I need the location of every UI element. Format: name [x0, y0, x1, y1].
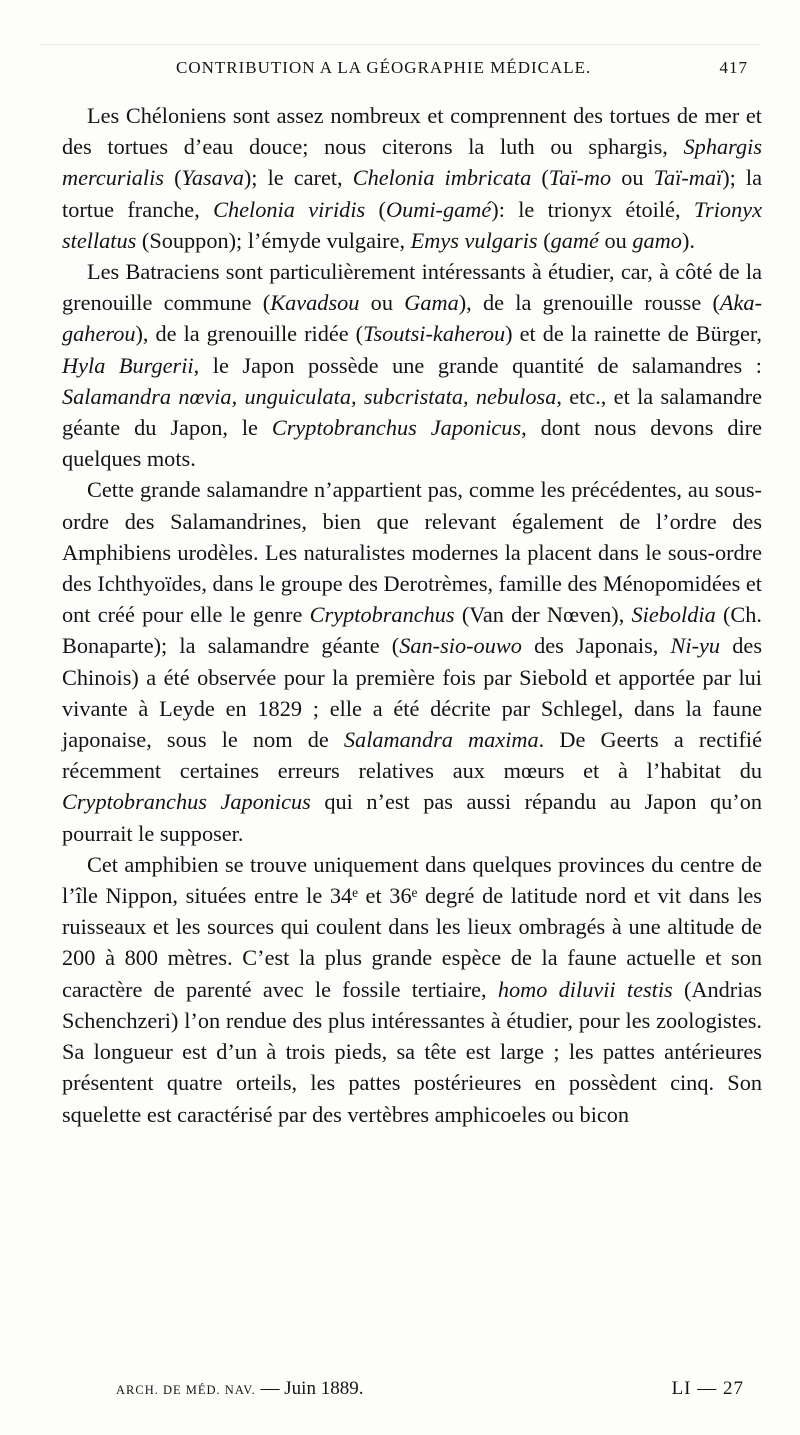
italic-term: Taï-maï — [653, 165, 723, 191]
italic-term: Hyla Burgerii — [62, 352, 194, 378]
text-run: ou — [611, 165, 654, 191]
paragraph — [62, 474, 762, 848]
text-run: ( — [537, 227, 551, 253]
text-run: Cet amphibien se trouve uniquement dans quelques provinces du centre de l’île Nippon, situées entre le 34ᵉ et 36ᵉ degré de latitude nord et vit dans les ruisseaux et les sources qui coulent dans les lieux ombragés à une altitude de 200 à 800 mètres. C’est la plus grande espèce de la faune actuelle et son caractère de parenté avec le fossile tertiaire, — [62, 851, 762, 1002]
italic-term: Kavadsou — [270, 290, 360, 316]
text-run: , etc., et la salamandre géante du Japon, le — [62, 383, 762, 441]
italic-term: Trionyx stellatus — [62, 196, 763, 253]
italic-term: homo diluvii testis — [497, 976, 673, 1002]
text-run: ). — [681, 227, 695, 253]
text-run: ou — [598, 227, 633, 253]
text-run: ): le trionyx étoilé, — [491, 196, 694, 222]
signature-mark: LI — 27 — [671, 1378, 744, 1399]
text-run: Cette grande salamandre n’appartient pas, comme les précédentes, au sous-ordre des Salamandrines, bien que relevant également de l’ordre des Amphibiens urodèles. Les naturalistes modernes la placent dans le sous-ordre des Ichthyoïdes, dans le groupe des Derotrèmes, famille des Ménopomidées et ont créé pour elle le genre — [62, 477, 762, 628]
running-title: CONTRIBUTION A LA GÉOGRAPHIE MÉDICALE. — [176, 58, 592, 77]
italic-term: gamé — [550, 227, 599, 253]
text-run: Les Batraciens sont particulièrement intéressants à étudier, car, à côté de la grenouille commune ( — [62, 259, 762, 316]
italic-term: Cryptobranchus Japonicus — [271, 415, 522, 441]
text-run: (Van der Nœven), — [454, 602, 632, 628]
italic-term: Cryptobranchus — [309, 602, 455, 628]
text-run: ); la tortue franche, — [62, 165, 762, 222]
italic-term: Yasava — [181, 165, 244, 191]
italic-term: Chelonia viridis — [213, 196, 366, 222]
body-text — [62, 100, 762, 1130]
italic-term: Taï-mo — [548, 165, 612, 191]
text-run: (Souppon); l’émyde vulgaire, — [136, 227, 411, 253]
italic-term: Chelonia imbricata — [352, 165, 532, 191]
journal-name: ARCH. DE MÉD. NAV. — [116, 1383, 256, 1397]
text-run: ) et de la rainette de Bürger, — [505, 321, 763, 347]
footer-imprint — [116, 1378, 363, 1400]
text-run: qui n’est pas aussi répandu au Japon qu’on pourrait le supposer. — [62, 789, 762, 846]
text-run: ), de la grenouille rousse ( — [458, 290, 720, 316]
text-run: , dont nous devons dire quelques mots. — [62, 415, 762, 472]
italic-term: Ni-yu — [670, 633, 721, 659]
italic-term: Aka-gaherou — [62, 290, 762, 347]
paragraph — [62, 849, 762, 1130]
italic-term: Emys vulgaris — [410, 227, 538, 253]
text-run: ), de la grenouille ridée ( — [135, 321, 364, 347]
text-run: (Ch. Bonaparte); la salamandre géante ( — [62, 602, 763, 659]
text-run: des Chinois) a été observée pour la première fois par Siebold et apportée par lui vivante à Leyde en 1829 ; elle a été décrite par Schlegel, dans la faune japonaise, sous le nom de — [62, 633, 763, 753]
italic-term: Salamandra nœvia, unguiculata, subcristata, nebulosa — [62, 383, 557, 409]
italic-term: Salamandra maxima — [343, 727, 539, 753]
running-header — [176, 58, 748, 78]
italic-term: Sieboldia — [631, 602, 716, 628]
text-run: ); le caret, — [243, 165, 353, 191]
italic-term: Cryptobranchus Japonicus — [62, 789, 311, 815]
italic-term: Tsoutsi-kaherou — [363, 321, 506, 347]
italic-term: Gama — [404, 290, 459, 316]
italic-term: gamo — [632, 227, 682, 253]
italic-term: San-sio-ouwo — [399, 633, 522, 659]
paragraph — [62, 256, 762, 474]
italic-term: Sphargis mercurialis — [62, 134, 762, 191]
footer-dash: — — [260, 1378, 280, 1399]
text-run: . De Geerts a rectifié récemment certaines erreurs relatives aux mœurs et à l’habitat du — [62, 727, 762, 784]
issue-date: Juin 1889. — [284, 1378, 364, 1399]
text-run: ( — [531, 165, 549, 191]
text-run: ( — [365, 196, 386, 222]
text-run: ou — [359, 290, 405, 316]
page-number: 417 — [719, 58, 748, 77]
text-run: Les Chéloniens sont assez nombreux et comprennent des tortues de mer et des tortues d’eau douce; nous citerons la luth ou sphargis, — [62, 103, 762, 160]
text-run: des Japonais, — [521, 633, 671, 659]
page-footer — [116, 1378, 744, 1400]
text-run: , le Japon possède une grande quantité de salamandres : — [193, 352, 762, 378]
top-edge-line — [40, 44, 760, 45]
text-run: ( — [163, 165, 182, 191]
text-run: (Andrias Schenchzeri) l’on rendue des plus intéressantes à étudier, pour les zoologistes. Sa longueur est d’un à trois pieds, sa tête est large ; les pattes antérieures présentent quatre orteils, les pattes postérieures en possèdent cinq. Son squelette est caractérisé par des vertèbres amphicoeles ou bicon — [62, 976, 762, 1127]
paragraph — [62, 100, 762, 256]
italic-term: Oumi-gamé — [385, 196, 492, 222]
